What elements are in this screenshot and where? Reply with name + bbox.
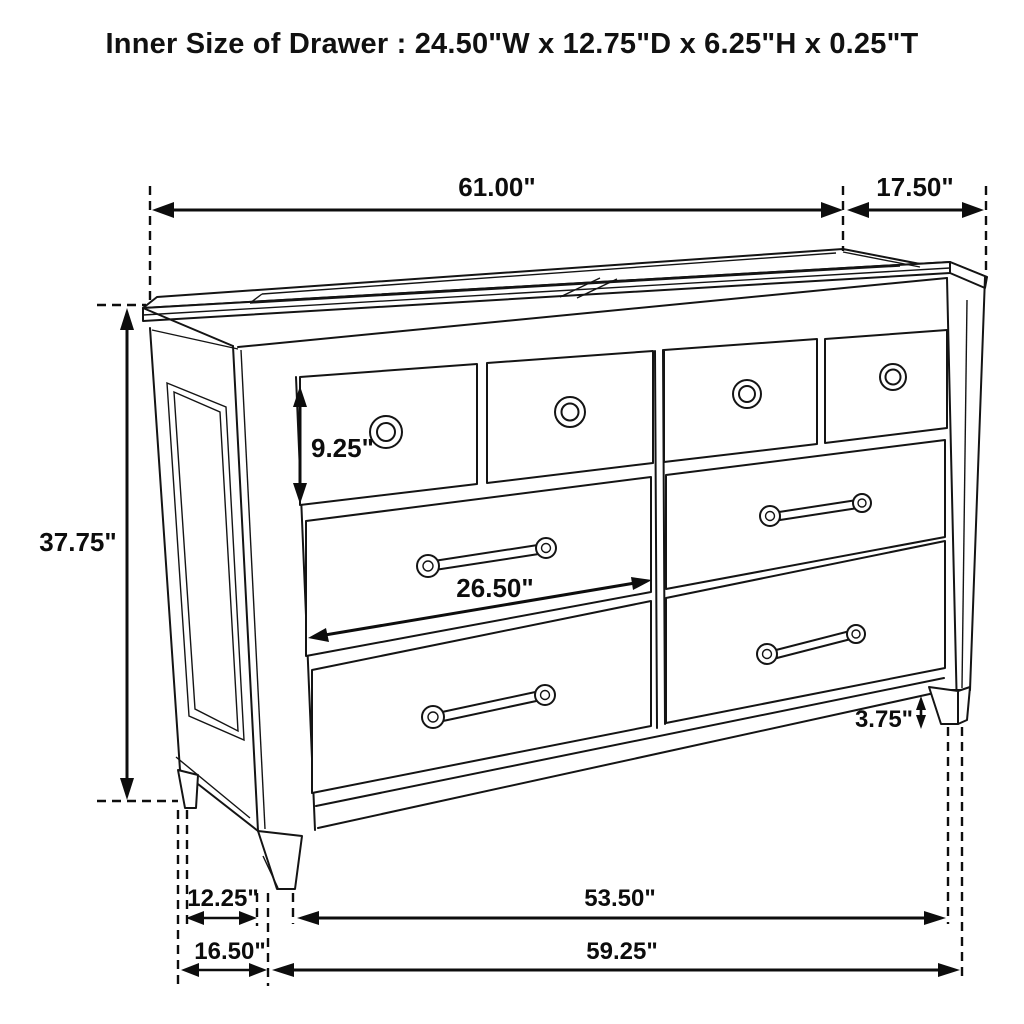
dresser-right-side	[948, 277, 985, 690]
dim-base-width-label: 59.25"	[586, 938, 658, 965]
dim-base-width-arrow	[272, 963, 960, 977]
dim-leg-inset-label: 12.25"	[187, 885, 259, 912]
dim-top-width-label: 61.00"	[458, 172, 536, 202]
dresser-top	[143, 249, 987, 321]
dim-top-drawer-height-label: 9.25"	[311, 433, 374, 463]
dresser-left-side-panel	[143, 308, 258, 831]
dim-top-depth-arrow	[847, 202, 984, 218]
dim-foot-height-arrow	[916, 696, 926, 729]
dim-height-arrow	[120, 308, 134, 800]
dim-top-width-arrow	[152, 202, 843, 218]
dim-side-depth-label: 16.50"	[194, 938, 266, 965]
dim-foot-height-label: 3.75"	[854, 706, 914, 733]
dim-drawer-width-label: 26.50"	[456, 573, 534, 603]
dim-side-depth-arrow	[181, 963, 267, 977]
dim-front-leg-span-label: 53.50"	[584, 885, 656, 912]
dim-leg-inset-arrow	[186, 911, 257, 925]
dim-top-depth-label: 17.50"	[876, 172, 954, 202]
page-title: Inner Size of Drawer : 24.50"W x 12.75"D x 6.25"H x 0.25"T	[105, 28, 919, 60]
dresser-line-drawing	[143, 249, 987, 889]
dim-height-label: 37.75"	[39, 527, 117, 557]
dim-front-leg-span-arrow	[297, 911, 946, 925]
